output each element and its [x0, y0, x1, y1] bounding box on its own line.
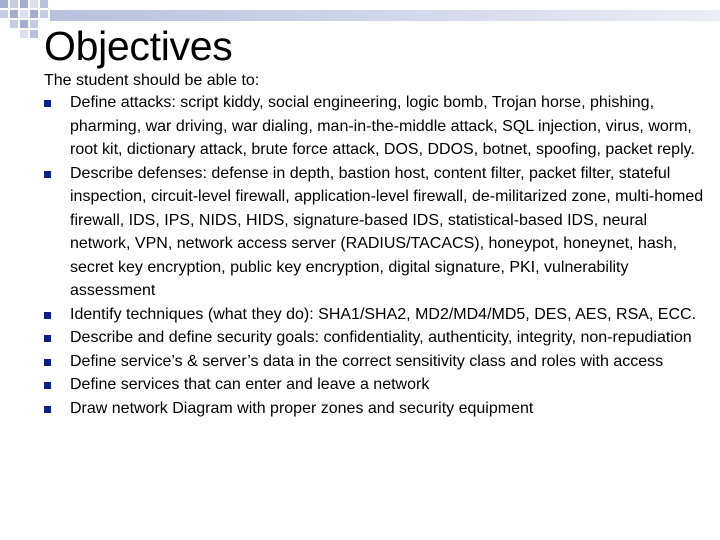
list-item	[44, 303, 704, 327]
square-bullet-icon	[44, 406, 51, 413]
list-item-text: Define service’s & server’s data in the correct sensitivity class and roles with access	[70, 352, 664, 370]
list-item	[44, 373, 704, 397]
list-item-text: Define attacks: script kiddy, social engineering, logic bomb, Trojan horse, phishing, pharming, war driving, war dialing, man-in-the-middle attack, SQL injection, virus, worm, root kit, dictionary attack, brute force attack, DOS, DDOS, botnet, spoofing, packet reply.	[70, 94, 695, 158]
header-band	[50, 10, 720, 21]
list-item-text: Identify techniques (what they do): SHA1/SHA2, MD2/MD4/MD5, DES, AES, RSA, ECC.	[70, 305, 697, 323]
list-item	[44, 91, 704, 162]
list-item	[44, 350, 704, 374]
list-item-text: Describe defenses: defense in depth, bastion host, content filter, packet filter, stateful inspection, circuit-level firewall, application-level firewall, de-militarized zone, multi-homed firewall, IDS, IPS, NIDS, HIDS, signature-based IDS, statistical-based IDS, neural network, VPN, network access server (RADIUS/TACACS), honeypot, honeynet, hash, secret key encryption, public key encryption, digital signature, PKI, vulnerability assessment	[70, 164, 704, 299]
list-item-text: Describe and define security goals: confidentiality, authenticity, integrity, non-repudiation	[70, 329, 692, 346]
square-bullet-icon	[44, 335, 51, 342]
square-bullet-icon	[44, 312, 51, 319]
square-bullet-icon	[44, 382, 51, 389]
objectives-list	[44, 91, 704, 420]
square-bullet-icon	[44, 100, 51, 107]
list-item	[44, 162, 704, 303]
slide-title: Objectives	[44, 23, 233, 69]
list-item	[44, 397, 704, 421]
list-item-text: Define services that can enter and leave a network	[70, 376, 430, 393]
decorative-squares	[0, 0, 48, 38]
square-bullet-icon	[44, 359, 51, 366]
list-item	[44, 326, 704, 350]
slide-body	[44, 70, 704, 420]
intro-text: The student should be able to:	[44, 72, 260, 89]
square-bullet-icon	[44, 171, 51, 178]
list-item-text: Draw network Diagram with proper zones and security equipment	[70, 399, 534, 417]
